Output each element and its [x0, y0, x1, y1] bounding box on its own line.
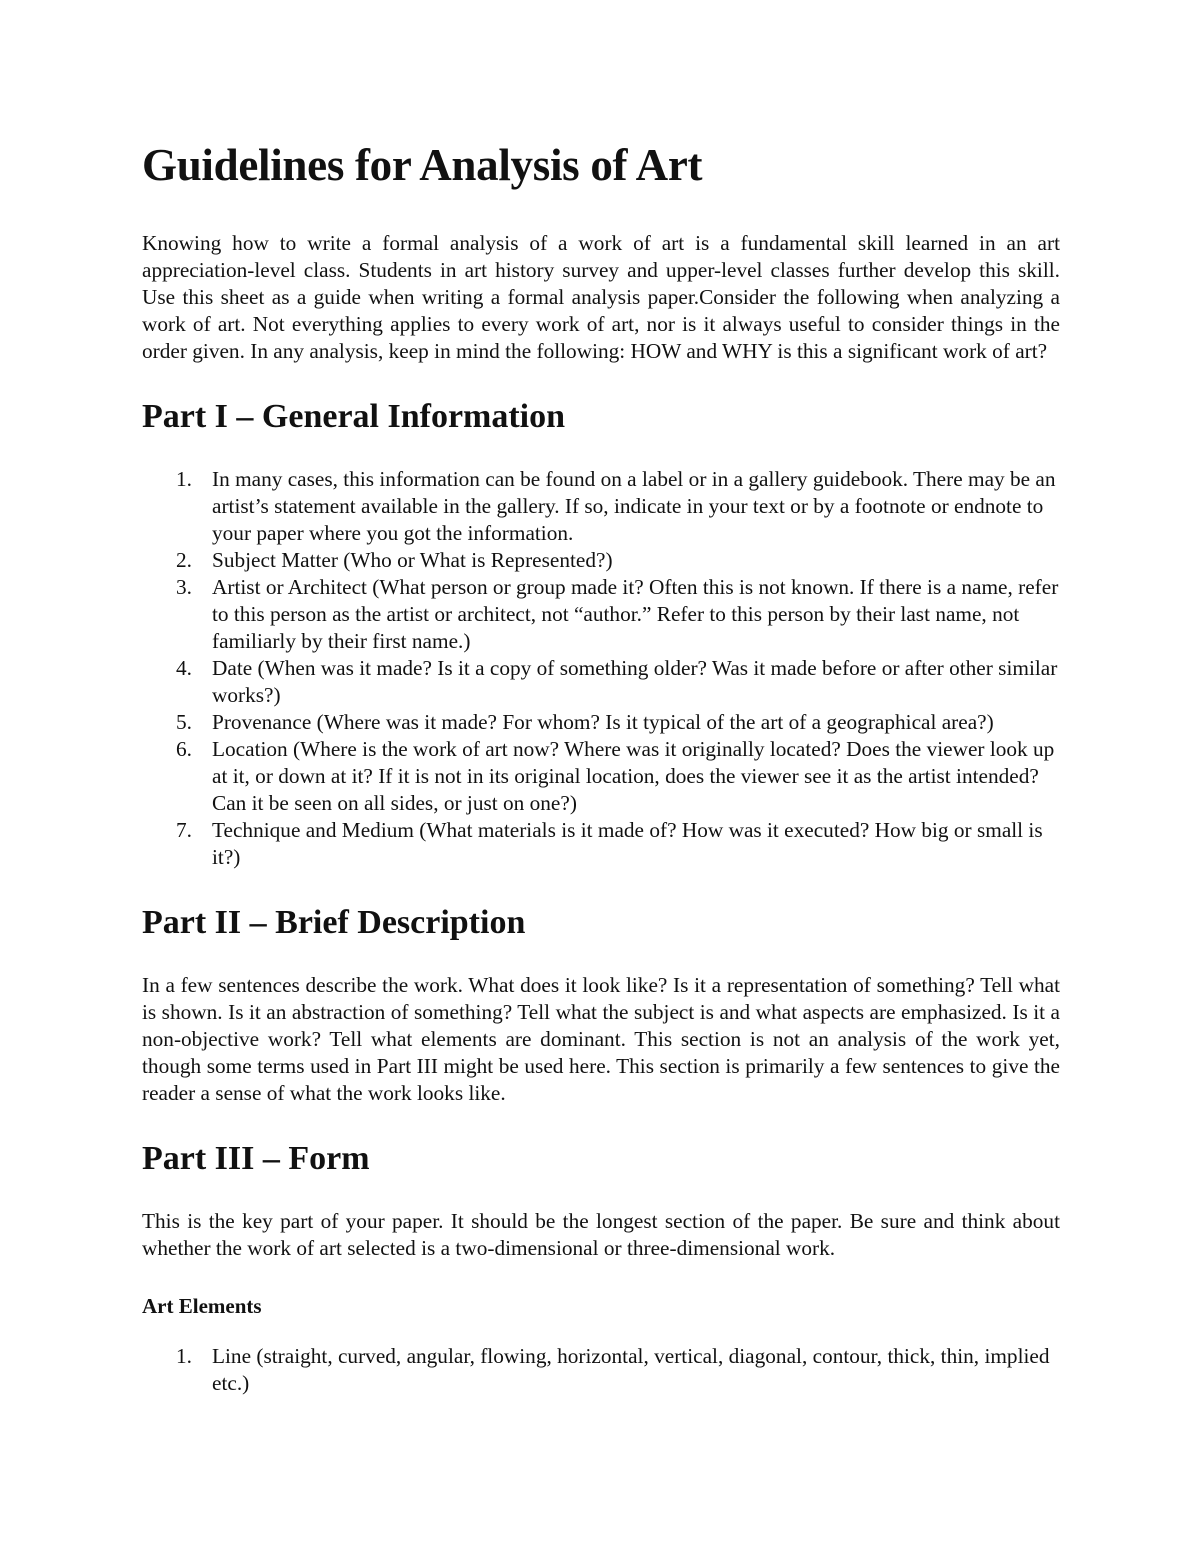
list-item-number: 1.: [176, 1344, 192, 1369]
intro-paragraph: Knowing how to write a formal analysis of a work of art is a fundamental skill learned in an art appreciation-level class. Students in art history survey and upper-level classes further develop this skill. Use this sheet as a guide when writing a formal analysis paper.Consider the following when analyzing a work of art. Not everything applies to every work of art, nor is it always useful to consider things in the order given. In any analysis, keep in mind the following: HOW and WHY is this a significant work of art?: [142, 230, 1060, 363]
list-item-text: Location (Where is the work of art now? Where was it originally located? Does the viewer look up at it, or down at it? If it is not in its original location, does the viewer see it as the artist intended? Can it be seen on all sides, or just on one?): [212, 736, 1055, 815]
list-item-number: 3.: [176, 574, 192, 599]
page-title: Guidelines for Analysis of Art: [142, 140, 703, 190]
list-item-number: 7.: [176, 817, 192, 842]
art-elements-subheading: Art Elements: [142, 1294, 262, 1319]
list-item: [142, 466, 1060, 547]
list-item-number: 6.: [176, 736, 192, 761]
part2-heading: Part II – Brief Description: [142, 903, 526, 941]
list-item: [142, 547, 1060, 574]
part2-paragraph: In a few sentences describe the work. What does it look like? Is it a representation of something? Tell what is shown. Is it an abstraction of something? Tell what the subject is and what aspects are emphasized. Is it a non-objective work? Tell what elements are dominant. This section is not an analysis of the work yet, though some terms used in Part III might be used here. This section is primarily a few sentences to give the reader a sense of what the work looks like.: [142, 972, 1060, 1105]
list-item: [142, 1343, 1060, 1397]
list-item-text: In many cases, this information can be found on a label or in a gallery guidebook. There may be an artist’s statement available in the gallery. If so, indicate in your text or by a footnote or endnote to your paper where you got the information.: [212, 466, 1056, 545]
list-item-number: 5.: [176, 709, 192, 734]
art-elements-list: [142, 1343, 1060, 1397]
list-item: [142, 655, 1060, 709]
list-item-number: 2.: [176, 547, 192, 572]
list-item-text: Technique and Medium (What materials is it made of? How was it executed? How big or small is it?): [212, 817, 1043, 869]
list-item-text: Subject Matter (Who or What is Represented?): [212, 547, 613, 572]
part1-heading: Part I – General Information: [142, 397, 566, 435]
part3-heading: Part III – Form: [142, 1139, 370, 1177]
list-item-number: 1.: [176, 466, 192, 491]
list-item-text: Line (straight, curved, angular, flowing, horizontal, vertical, diagonal, contour, thick, thin, implied etc.): [212, 1344, 1050, 1396]
list-item-number: 4.: [176, 655, 192, 680]
list-item: [142, 736, 1060, 817]
list-item: [142, 709, 1060, 736]
document-page: [142, 140, 1060, 1397]
list-item-text: Provenance (Where was it made? For whom? Is it typical of the art of a geographical area?): [212, 709, 994, 734]
part3-paragraph: This is the key part of your paper. It should be the longest section of the paper. Be sure and think about whether the work of art selected is a two-dimensional or three-dimensional work.: [142, 1209, 1060, 1261]
list-item-text: Date (When was it made? Is it a copy of something older? Was it made before or after other similar works?): [212, 655, 1058, 707]
list-item-text: Artist or Architect (What person or group made it? Often this is not known. If there is a name, refer to this person as the artist or architect, not “author.” Refer to this person by their last name, not familiarly by their first name.): [212, 574, 1059, 653]
list-item: [142, 817, 1060, 871]
part1-list: [142, 466, 1060, 871]
list-item: [142, 574, 1060, 655]
